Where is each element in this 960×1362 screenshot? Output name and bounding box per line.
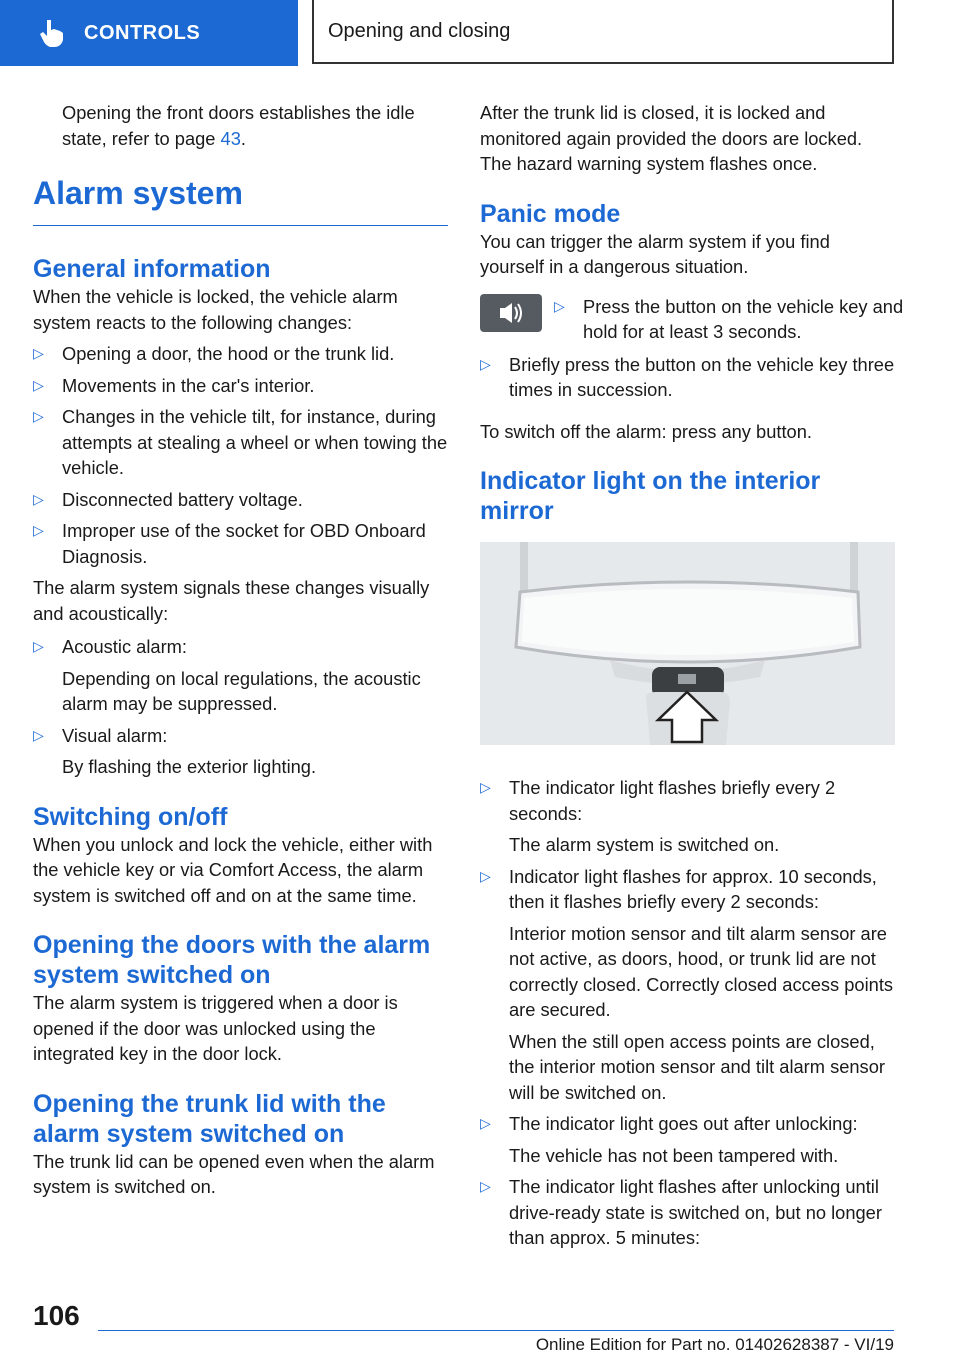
list-item (480, 1111, 895, 1137)
list-item-text: The indicator light goes out after unlocking: (509, 1113, 858, 1134)
intro-text-end: . (240, 127, 246, 149)
list-item-text: Improper use of the socket for OBD Onboard Diagnosis. (62, 520, 426, 567)
visual-title: Visual alarm: (62, 724, 168, 746)
triangle-bullet-icon: ▷ (480, 355, 491, 372)
list-item (480, 352, 895, 403)
trunk-text: The trunk lid can be opened even when the alarm system is switched on. (33, 1150, 435, 1197)
list-item-text: Indicator light flashes for approx. 10 seconds, then it flashes briefly every 2 seconds: (509, 865, 877, 912)
switching-heading: Switching on/off (33, 802, 228, 831)
panic-button-row (480, 294, 904, 352)
intro-text-a: Opening the front doors establishes the idle (62, 102, 415, 123)
acoustic-title: Acoustic alarm: (62, 636, 187, 657)
triangle-bullet-icon: ▷ (33, 345, 44, 361)
list-item-text: The indicator light flashes briefly every 2 seconds: (509, 777, 836, 824)
section-tab (0, 0, 298, 66)
list-item (33, 634, 448, 660)
page-number: 106 (33, 1300, 80, 1331)
intro-text-b: state, refer to page (62, 127, 221, 149)
sub-text: The alarm system is switched on. (509, 834, 780, 855)
list-item-text: Changes in the vehicle tilt, for instance, during attempts at stealing a wheel or when towing the vehicle. (62, 406, 448, 478)
section-label: CONTROLS (84, 21, 201, 44)
visual-text: By flashing the exterior lighting. (62, 756, 317, 777)
mirror-image (480, 542, 895, 745)
list-item (33, 404, 448, 481)
triangle-bullet-icon: ▷ (33, 638, 44, 654)
list-item-text: The indicator light flashes after unlocking until drive-ready state is switched on, but no longer than approx. 5 minutes: (509, 1176, 882, 1248)
list-item (480, 864, 895, 915)
switch-off-text: To switch off the alarm: press any button. (480, 420, 812, 442)
doors-text: The alarm system is triggered when a door is opened if the door was unlocked using the integrated key in the door lock. (33, 992, 398, 1064)
list-item (33, 518, 448, 569)
triangle-bullet-icon: ▷ (480, 1178, 491, 1194)
triangle-bullet-icon: ▷ (33, 490, 44, 507)
speaker-icon (480, 294, 542, 332)
triangle-bullet-icon: ▷ (33, 522, 44, 538)
list-item-text: Movements in the car's interior. (62, 374, 315, 396)
list-item (33, 723, 448, 749)
right-column (480, 100, 904, 1251)
sub-text: The vehicle has not been tampered with. (509, 1144, 839, 1166)
list-item-text: Disconnected battery voltage. (62, 488, 303, 510)
intro-paragraph (33, 100, 448, 151)
changes-list (33, 341, 448, 569)
panic-heading: Panic mode (480, 199, 621, 228)
left-column (33, 100, 448, 1200)
general-info-heading: General information (33, 255, 271, 283)
triangle-bullet-icon: ▷ (480, 867, 491, 884)
after-text: After the trunk lid is closed, it is locked and monitored again provided the doors are locked. The hazard warning system flashes once. (480, 102, 863, 174)
doors-heading: Opening the doors with the alarm system switched on (33, 931, 431, 989)
triangle-bullet-icon: ▷ (33, 726, 44, 743)
switching-text: When you unlock and lock the vehicle, either with the vehicle key or via Comfort Access, the alarm system is switched off and on at the same time. (33, 833, 433, 906)
list-item (480, 775, 895, 826)
page-link[interactable]: 43 (220, 127, 241, 149)
acoustic-text: Depending on local regulations, the acoustic alarm may be suppressed. (62, 667, 421, 714)
indicator-list (480, 775, 895, 1251)
triangle-bullet-icon: ▷ (554, 297, 565, 314)
list-item-text: Opening a door, the hood or the trunk lid. (62, 343, 395, 364)
list-item-text: Press the button on the vehicle key and hold for at least 3 seconds. (583, 295, 904, 342)
triangle-bullet-icon: ▷ (480, 779, 491, 795)
panic-text: You can trigger the alarm system if you find yourself in a dangerous situation. (480, 230, 830, 277)
indicator-heading: Indicator light on the interior mirror (480, 467, 821, 525)
general-info-text: When the vehicle is locked, the vehicle alarm system reacts to the following changes: (33, 286, 398, 333)
sub-text: When the still open access points are closed, the interior motion sensor and tilt alarm sensor will be switched on. (509, 1030, 885, 1103)
triangle-bullet-icon: ▷ (33, 376, 44, 393)
chapter-title-text: Opening and closing (328, 19, 511, 42)
chapter-title (312, 0, 894, 64)
signals-text: The alarm system signals these changes visually and acoustically: (33, 577, 430, 624)
triangle-bullet-icon: ▷ (480, 1115, 491, 1131)
list-item (33, 373, 448, 399)
hand-pointer-icon (36, 16, 70, 50)
edition-text: Online Edition for Part no. 01402628387 - VI/19 (535, 1335, 894, 1354)
trunk-heading: Opening the trunk lid with the alarm system switched on (33, 1089, 386, 1148)
list-item (554, 294, 924, 345)
list-item-text: Briefly press the button on the vehicle key three times in succession. (509, 353, 895, 400)
list-item (33, 341, 448, 367)
sub-text: Interior motion sensor and tilt alarm sensor are not active, as doors, hood, or trunk lid are not correctly closed. Correctly closed access points are secured. (509, 922, 894, 1020)
section-heading: Alarm system (33, 173, 448, 226)
list-item (33, 487, 448, 513)
edition-footer (98, 1330, 894, 1355)
list-item (480, 1174, 895, 1251)
triangle-bullet-icon: ▷ (33, 408, 44, 424)
